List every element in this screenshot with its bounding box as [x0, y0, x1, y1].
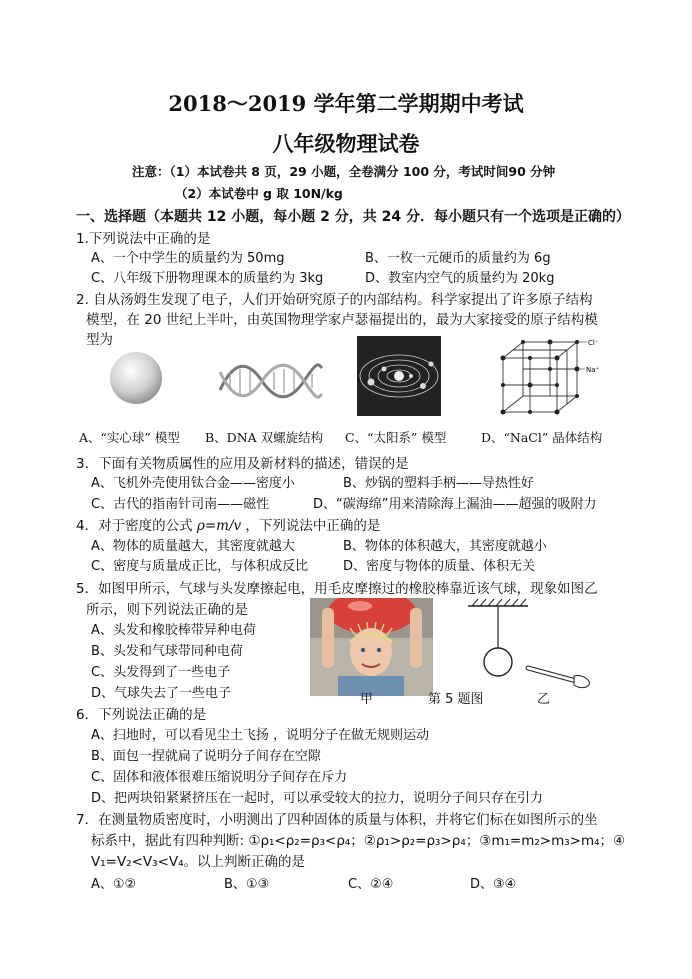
- na-ion-label: Na⁺: [586, 366, 600, 374]
- q6-option-c: C、固体和液体很难压缩说明分子间存在斥力: [91, 770, 348, 785]
- exam-subtitle: 八年级物理试卷: [272, 131, 420, 156]
- q5-stem-line1: 5．如图甲所示，气球与头发摩擦起电，用毛皮摩擦过的橡胶棒靠近该气球，现象如图乙: [76, 581, 598, 597]
- q6-option-a: A、扫地时，可以看见尘土飞扬 ，说明分子在做无规则运动: [91, 728, 430, 743]
- q4-option-b: B、物体的体积越大，其密度就越小: [343, 539, 547, 554]
- q1-option-d: D、教室内空气的质量约为 20kg: [365, 271, 555, 286]
- q7-stem-line2: 标系中，据此有四种判断: ①ρ₁<ρ₂=ρ₃<ρ₄；②ρ₁>ρ₂=ρ₃>ρ₄；③m₁=m₂>m₃>m₄；④: [91, 833, 626, 849]
- q1-option-a: A、一个中学生的质量约为 50mg: [91, 251, 285, 266]
- q4-option-d: D、密度与物体的质量、体积无关: [343, 559, 536, 574]
- q1-option-c: C、八年级下册物理课本的质量约为 3kg: [91, 271, 324, 286]
- q1-option-b: B、一枚一元硬币的质量约为 6g: [365, 251, 551, 266]
- q6-option-b: B、面包一捏就扁了说明分子间存在空隙: [91, 749, 321, 764]
- exam-note-2: （2）本试卷中 g 取 10N/kg: [175, 186, 343, 201]
- cl-ion-label: Cl⁻: [588, 339, 599, 347]
- q4-stem-pre: 4．对于密度的公式: [76, 518, 197, 534]
- q5-option-d: D、气球失去了一些电子: [91, 686, 232, 701]
- q3-option-b: B、炒锅的塑料手柄——导热性好: [343, 476, 534, 491]
- q3-stem: 3．下面有关物质属性的应用及新材料的描述，错误的是: [76, 456, 409, 472]
- q5-stem-line2: 所示，则下列说法正确的是: [86, 602, 248, 618]
- q5-label-jia: 甲: [360, 692, 374, 707]
- dna-helix-image: [218, 360, 324, 402]
- q2-caption-c: C、“太阳系” 模型: [345, 430, 447, 445]
- q5-label-yi: 乙: [537, 692, 551, 707]
- q4-option-a: A、物体的质量越大，其密度就越大: [91, 539, 295, 554]
- q7-stem-line1: 7．在测量物质密度时，小明测出了四种固体的质量与体积，并将它们标在如图所示的坐: [76, 812, 598, 828]
- q2-stem-line3: 型为: [86, 332, 113, 348]
- section-heading: 一、选择题（本题共 12 小题，每小题 2 分，共 24 分．每小题只有一个选项是正确的）: [76, 209, 630, 225]
- density-formula: ρ=m/v: [196, 518, 242, 534]
- q4-option-c: C、密度与质量成正比，与体积成反比: [91, 559, 309, 574]
- q5-option-a: A、头发和橡胶棒带异种电荷: [91, 623, 256, 638]
- q7-stem-line3: V₁=V₂<V₃<V₄。以上判断正确的是: [91, 854, 306, 870]
- q5-option-c: C、头发得到了一些电子: [91, 665, 231, 680]
- q6-option-d: D、把两块铅紧紧挤压在一起时，可以承受较大的拉力，说明分子间只存在引力: [91, 791, 544, 806]
- q5-figure-caption: 第 5 题图: [428, 692, 484, 707]
- q3-option-d: D、“碳海绵”用来清除海上漏油——超强的吸附力: [313, 497, 597, 512]
- balloon-rod-diagram: [462, 596, 602, 696]
- q7-option-d: D、③④: [470, 877, 517, 892]
- q3-option-c: C、古代的指南针司南——磁性: [91, 497, 270, 512]
- boy-balloon-photo: [310, 598, 433, 696]
- q7-option-a: A、①②: [91, 877, 137, 892]
- q3-option-a: A、飞机外壳使用钛合金——密度小: [91, 476, 295, 491]
- q2-caption-d: D、“NaCl” 晶体结构: [481, 430, 603, 445]
- q7-option-c: C、②④: [348, 877, 394, 892]
- q6-stem: 6．下列说法正确的是: [76, 707, 207, 723]
- q1-stem: 1.下列说法中正确的是: [76, 231, 211, 247]
- solid-sphere-image: [108, 350, 164, 406]
- q2-caption-b: B、DNA 双螺旋结构: [205, 430, 324, 445]
- q4-stem: [76, 514, 380, 534]
- q2-stem-line1: 2. 自从汤姆生发现了电子，人们开始研究原子的内部结构。科学家提出了许多原子结构: [76, 292, 593, 308]
- q5-option-b: B、头发和气球带同种电荷: [91, 644, 243, 659]
- solar-system-model-image: [357, 336, 441, 416]
- exam-title: 2018～2019 学年第二学期期中考试: [168, 91, 524, 116]
- exam-note-1: 注意：（1）本试卷共 8 页，29 小题，全卷满分 100 分，考试时间90 分钟: [132, 164, 556, 179]
- q7-option-b: B、①③: [224, 877, 270, 892]
- q2-stem-line2: 模型，在 20 世纪上半叶，由英国物理学家卢瑟福提出的，最为大家接受的原子结构模: [86, 312, 598, 328]
- q4-stem-post: ，下列说法中正确的是: [241, 518, 381, 534]
- nacl-crystal-image: [497, 336, 609, 418]
- q2-caption-a: A、“实心球” 模型: [79, 430, 180, 445]
